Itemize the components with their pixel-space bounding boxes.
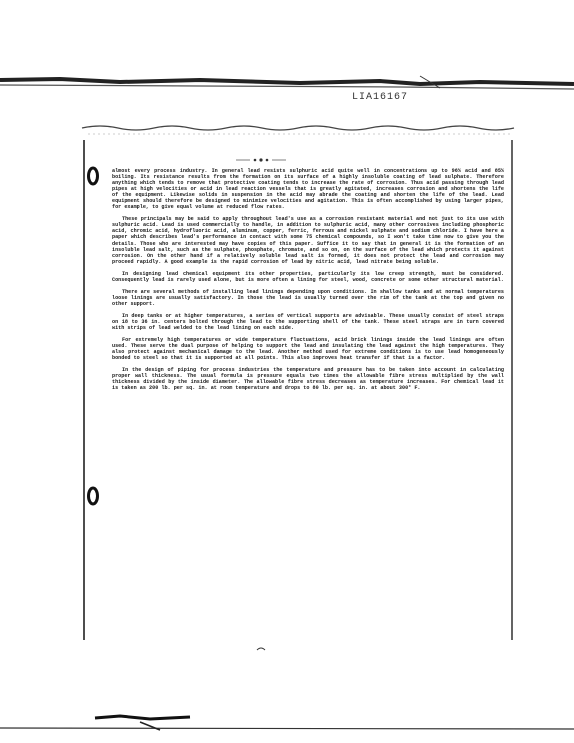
paragraph-2: These principals may be said to apply throughout lead's use as a corrosion resistant material and not just to its use with sulphuric acid. Lead is used commercially to handle, in addition to sulphuric acid, many other corrosives including phosphoric acid, chromic acid, hydrofluoric acid, aluminum, copper, ferric, ferrous and nickel sulphate and sodium chloride. I have here a paper which describes lead's performance in contact with some 75 chemical compounds, so I won't take time now to give you the details. Those who are interested may have copies of this paper. Suffice it to say that in general it is the formation of an insoluble lead salt, such as the sulphate, phosphate, chromate, and so on, on the surface of the lead which protects it against corrosion. On the other hand if a relatively soluble lead salt is formed, it does not protect the lead and corrosion may proceed rapidly. A good example is the rapid corrosion of lead by nitric acid, lead nitrate being soluble.: [112, 216, 504, 265]
paragraph-7: In the design of piping for process industries the temperature and pressure has to be taken into account in calculating proper wall thickness. The usual formula is pressure equals two times the allowable fibre stress multiplied by the wall thickness divided by the inside diameter. The allowable fibre stress decreases as temperature increases. For chemical lead it is taken as 200 lb. per sq. in. at room temperature and drops to 80 lb. per sq. in. at about 300° F.: [112, 367, 504, 392]
document-id: LIA16167: [352, 92, 409, 103]
document-body: [112, 168, 504, 397]
page-top-border: [82, 126, 514, 130]
paragraph-5: In deep tanks or at higher temperatures, a series of vertical supports are advisable. These usually consist of steel straps on 18 to 36 in. centers bolted through the lead to the supporting shell of the tank. These steel straps are in turn covered with strips of lead welded to the lead lining on each side.: [112, 312, 504, 332]
bottom-scan-mark: [95, 716, 190, 719]
binding-hole-icon: [89, 168, 98, 184]
page-mark: [257, 648, 265, 650]
paragraph-1: almost every process industry. In general lead resists sulphuric acid quite well in concentrations up to 96% acid and 85% boiling. Its resistance results from the formation on its surface of a highly insoluble coating of lead sulphate. Therefore anything which tends to remove that protective coating tends to increase the rate of corrosion. Thus acid passing through lead pipes at high velocities or acid in lead reaction vessels that is greatly agitated, increases corrosion and shortens the life of the equipment. Likewise solids in suspension in the acid may abrade the coating and shorten the life of the lead. Lead equipment should therefore be designed to minimize velocities and agitation. This is often accomplished by using larger pipes, for example, to give equal volume at reduced flow rates.: [112, 168, 504, 211]
top-scan-rule: [0, 79, 574, 84]
binding-hole-icon-lower: [89, 488, 98, 504]
paragraph-3: In designing lead chemical equipment its other properties, particularly its low creep strength, must be considered. Consequently lead is rarely used alone, but is more often a lining for steel, wood, concrete or some other structural material.: [112, 270, 504, 283]
paragraph-4: There are several methods of installing lead linings depending upon conditions. In shallow tanks and at normal temperatures loose linings are usually satisfactory. In those the lead is usually turned over the rim of the tank at the top and given no other support.: [112, 288, 504, 307]
header-ornament: [236, 158, 286, 161]
paragraph-6: For extremely high temperatures or wide temperature fluctuations, acid brick linings inside the lead linings are often used. These serve the dual purpose of helping to support the lead and insulating the lead against the high temperatures. They also protect against mechanical damage to the lead. Another method used for extreme conditions is to use lead homogeneously bonded to steel so that it is supported at all points. This also improves heat transfer if that is a factor.: [112, 337, 504, 362]
